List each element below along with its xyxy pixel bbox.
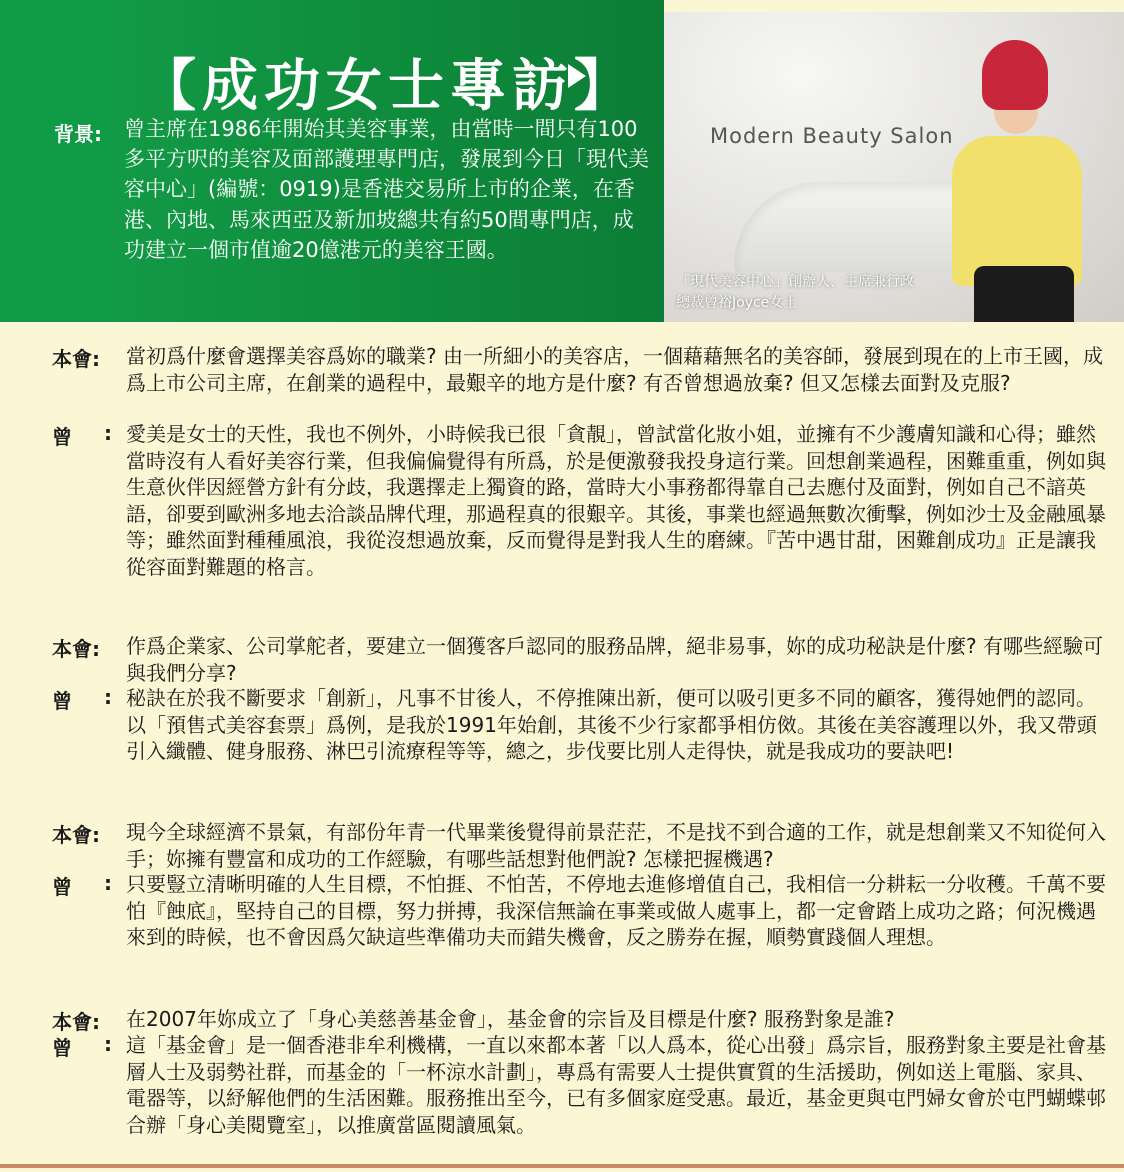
answer-text: 秘訣在於我不斷要求「創新」，凡事不甘後人，不停推陳出新，便可以吸引更多不同的顧客，獲得她們的認同。以「預售式美容套票」爲例，是我於1991年始創，其後不少行家都爭相仿傚。其後在美容護理以外，我又帶頭引入纖體、健身服務、淋巴引流療程等等，總之，步伐要比別人走得快，就是我成功的要訣吧! xyxy=(126,686,1097,763)
answer-label-colon: : xyxy=(104,685,112,709)
hair-shape xyxy=(982,40,1048,110)
page-title: 【成功女士專訪】 xyxy=(140,53,636,119)
header-banner xyxy=(0,0,1124,322)
answer-label xyxy=(52,871,112,900)
jacket-shape xyxy=(952,136,1082,286)
answer-text: 愛美是女士的天性，我也不例外，小時候我已很「貪靚」，曾試當化妝小姐，並擁有不少護膚知識和心得；雖然當時沒有人看好美容行業，但我偏偏覺得有所爲，於是便激發我投身這行業。回想創業過程，困難重重，例如與生意伙伴因經營方針有分歧，我選擇走上獨資的路，當時大小事務都得靠自己去應付及面對，例如自己不諳英語，卻要到歐洲多地去洽談品牌代理，那過程真的很艱辛。其後，事業也經過無數次衝擊，例如沙士及金融風暴等；雖然面對種種風浪，我從沒想過放棄，反而覺得是對我人生的磨練。『苦中遇甘甜，困難創成功』正是讓我從容面對難題的格言。 xyxy=(126,422,1106,579)
answer-label xyxy=(52,685,112,714)
answer-label-colon: : xyxy=(104,1032,112,1056)
answer-label-colon: : xyxy=(104,421,112,445)
answer-label-name: 曾 xyxy=(52,1036,72,1060)
answer-text: 這「基金會」是一個香港非牟利機構，一直以來都本著「以人爲本，從心出發」爲宗旨，服務對象主要是社會基層人士及弱勢社群，而基金的「一杯涼水計劃」，專爲有需要人士提供實質的生活援助，例如送上電腦、家具、電器等，以紓解他們的生活困難。服務推出至今，已有多個家庭受惠。最近，基金更與屯門婦女會於屯門蝴蝶邨合辦「身心美閱覽室」，以推廣當區閱讀風氣。 xyxy=(126,1033,1106,1137)
question-text: 現今全球經濟不景氣，有部份年青一代畢業後覺得前景茫茫，不是找不到合適的工作，就是想創業又不知從何入手；妳擁有豐富和成功的工作經驗，有哪些話想對他們說? 怎樣把握機遇? xyxy=(126,820,1106,871)
question-label: 本會: xyxy=(52,823,100,847)
background-label: 背景: xyxy=(54,122,102,146)
answer-label-name: 曾 xyxy=(52,875,72,899)
answer-label-name: 曾 xyxy=(52,425,72,449)
question-label: 本會: xyxy=(52,637,100,661)
question-text: 當初爲什麼會選擇美容爲妳的職業? 由一所細小的美容店，一個藉藉無名的美容師，發展到現在的上市王國，成爲上市公司主席，在創業的過程中，最艱辛的地方是什麼? 有否曾想過放棄? 但又怎樣去面對及克服? xyxy=(126,344,1103,395)
answer-label xyxy=(52,1032,112,1061)
bottom-rule xyxy=(0,1164,1124,1168)
answer-label-name: 曾 xyxy=(52,689,72,713)
answer-label-colon: : xyxy=(104,871,112,895)
answer-text: 只要豎立清晰明確的人生目標，不怕捱、不怕苦，不停地去進修增值自己，我相信一分耕耘一分收穫。千萬不要怕『蝕底』，堅持自己的目標，努力拼搏，我深信無論在事業或做人處事上，都一定會踏上成功之路；何況機遇來到的時候，也不會因爲欠缺這些準備功夫而錯失機會，反之勝券在握，順勢實踐個人理想。 xyxy=(126,872,1106,949)
skirt-shape xyxy=(974,266,1074,322)
salon-sign: Modern Beauty Salon xyxy=(710,124,954,148)
question-label: 本會: xyxy=(52,1010,100,1034)
background-text: 曾主席在1986年開始其美容事業，由當時一間只有100多平方呎的美容及面部護理專門店，發展到今日「現代美容中心」(編號：0919)是香港交易所上市的企業，在香港、內地、馬來西亞及新加坡總共有約50間專門店，成功建立一個市值逾20億港元的美容王國。 xyxy=(124,117,649,262)
question-label: 本會: xyxy=(52,347,100,371)
question-text: 在2007年妳成立了「身心美慈善基金會」，基金會的宗旨及目標是什麼? 服務對象是誰? xyxy=(126,1007,895,1031)
photo-caption: 「現代美容中心」創辦人、主席兼行政總裁曾裕Joyce女士 xyxy=(676,274,914,311)
arrow-icon xyxy=(568,64,586,88)
answer-label xyxy=(52,421,112,450)
person-figure xyxy=(932,40,1122,322)
green-strip xyxy=(0,0,112,322)
question-text: 作爲企業家、公司掌舵者，要建立一個獲客戶認同的服務品牌，絕非易事，妳的成功秘訣是什麼? 有哪些經驗可與我們分享? xyxy=(126,634,1103,685)
